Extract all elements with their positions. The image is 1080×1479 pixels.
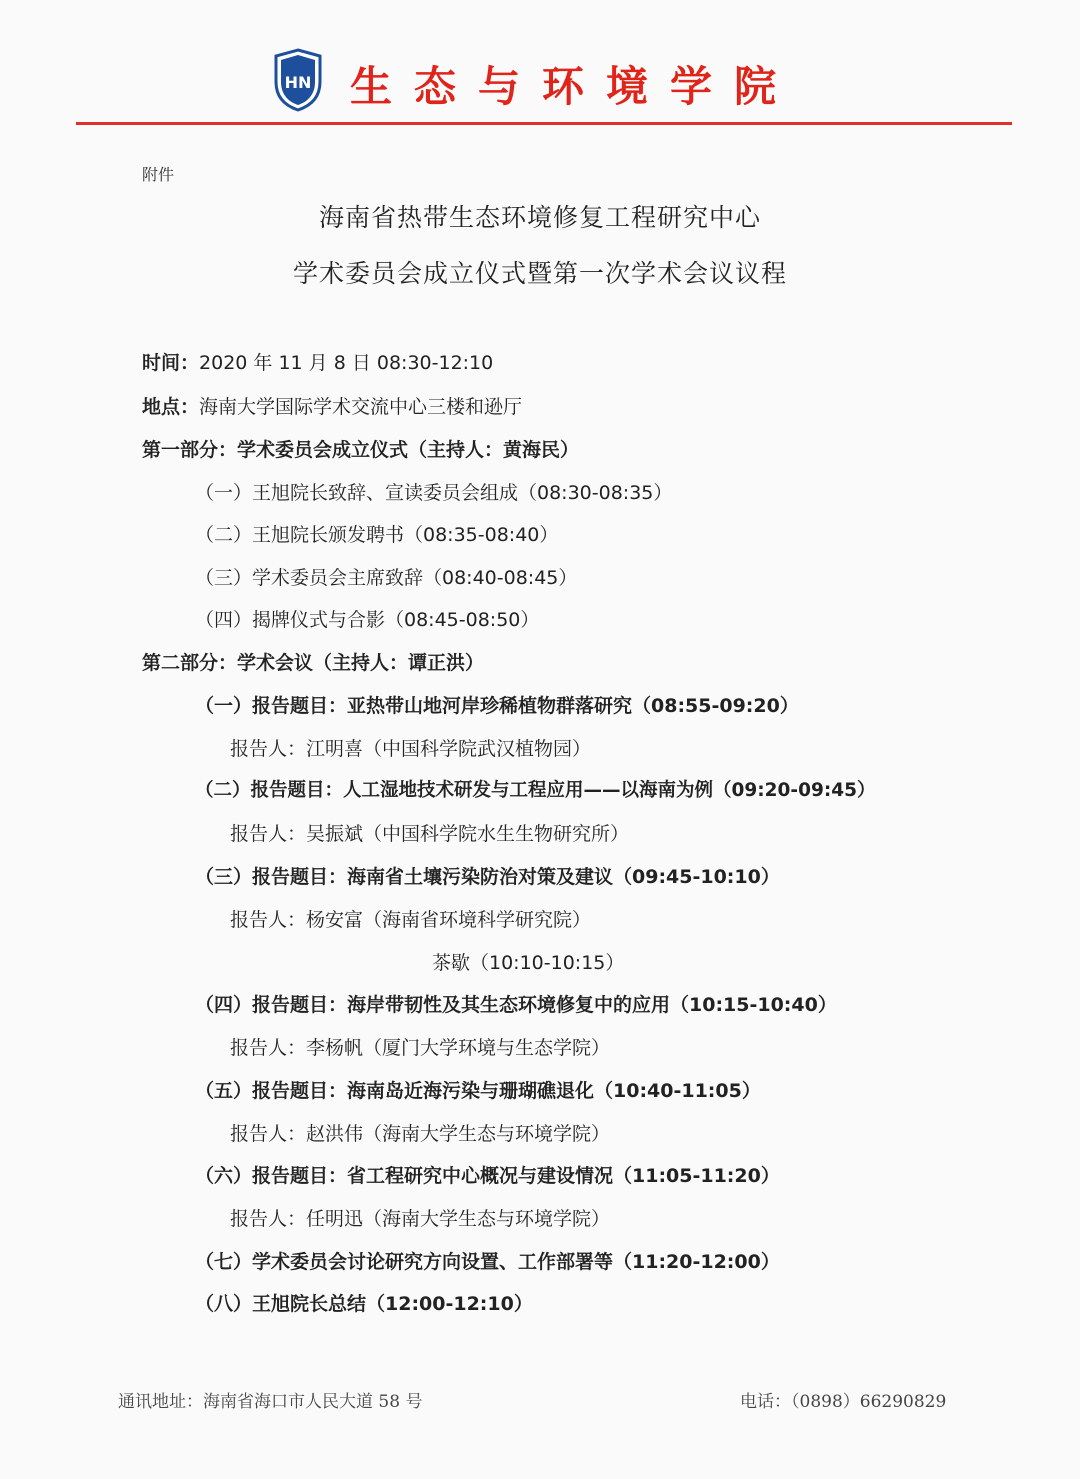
org-name: 生态与环境学院 — [350, 62, 799, 111]
time-line — [142, 348, 493, 375]
logo-text: HN — [284, 73, 312, 92]
agenda-item-8: （八）王旭院长总结（12:00-12:10） — [195, 1293, 533, 1315]
talk5-title: （五）报告题目：海南岛近海污染与珊瑚礁退化（10:40-11:05） — [195, 1080, 761, 1102]
tea-break: 茶歇（10:10-10:15） — [432, 952, 625, 974]
footer-phone: 电话：（0898）66290829 — [740, 1392, 947, 1412]
talk1-speaker: 报告人：江明喜（中国科学院武汉植物园） — [230, 738, 592, 760]
university-shield-icon — [272, 48, 324, 112]
talk2-speaker: 报告人：吴振斌（中国科学院水生生物研究所） — [230, 823, 630, 845]
talk6-title: （六）报告题目：省工程研究中心概况与建设情况（11:05-11:20） — [195, 1165, 780, 1187]
talk4-speaker: 报告人：李杨帆（厦门大学环境与生态学院） — [230, 1037, 611, 1059]
title-line-2: 学术委员会成立仪式暨第一次学术会议议程 — [292, 259, 787, 288]
time-value: 2020 年 11 月 8 日 08:30-12:10 — [199, 352, 494, 374]
part1-item-4: （四）揭牌仪式与合影（08:45-08:50） — [195, 609, 540, 631]
time-label: 时间： — [142, 352, 200, 374]
talk1-title: （一）报告题目：亚热带山地河岸珍稀植物群落研究（08:55-09:20） — [195, 695, 799, 717]
location-value: 海南大学国际学术交流中心三楼和逊厅 — [199, 396, 523, 418]
agenda-item-7: （七）学术委员会讨论研究方向设置、工作部署等（11:20-12:00） — [195, 1251, 780, 1273]
letterhead — [0, 40, 1080, 120]
talk6-speaker: 报告人：任明迅（海南大学生态与环境学院） — [230, 1208, 611, 1230]
attachment-label: 附件 — [142, 165, 175, 184]
talk2-title: （二）报告题目：人工湿地技术研发与工程应用——以海南为例（09:20-09:45） — [195, 780, 876, 801]
title-line-1: 海南省热带生态环境修复工程研究中心 — [318, 203, 761, 232]
part1-item-2: （二）王旭院长颁发聘书（08:35-08:40） — [195, 524, 559, 546]
location-label: 地点： — [142, 396, 200, 418]
part1-heading: 第一部分：学术委员会成立仪式（主持人：黄海民） — [142, 439, 580, 461]
part2-heading: 第二部分：学术会议（主持人：谭正洪） — [142, 652, 485, 674]
part1-item-1: （一）王旭院长致辞、宣读委员会组成（08:30-08:35） — [195, 482, 673, 504]
talk3-title: （三）报告题目：海南省土壤污染防治对策及建议（09:45-10:10） — [195, 866, 780, 888]
part1-item-3: （三）学术委员会主席致辞（08:40-08:45） — [195, 567, 578, 589]
header-rule — [76, 122, 1012, 125]
talk4-title: （四）报告题目：海岸带韧性及其生态环境修复中的应用（10:15-10:40） — [195, 994, 837, 1016]
talk5-speaker: 报告人：赵洪伟（海南大学生态与环境学院） — [230, 1123, 611, 1145]
talk3-speaker: 报告人：杨安富（海南省环境科学研究院） — [230, 909, 592, 931]
location-line — [142, 392, 522, 419]
footer-address: 通讯地址：海南省海口市人民大道 58 号 — [118, 1392, 423, 1412]
